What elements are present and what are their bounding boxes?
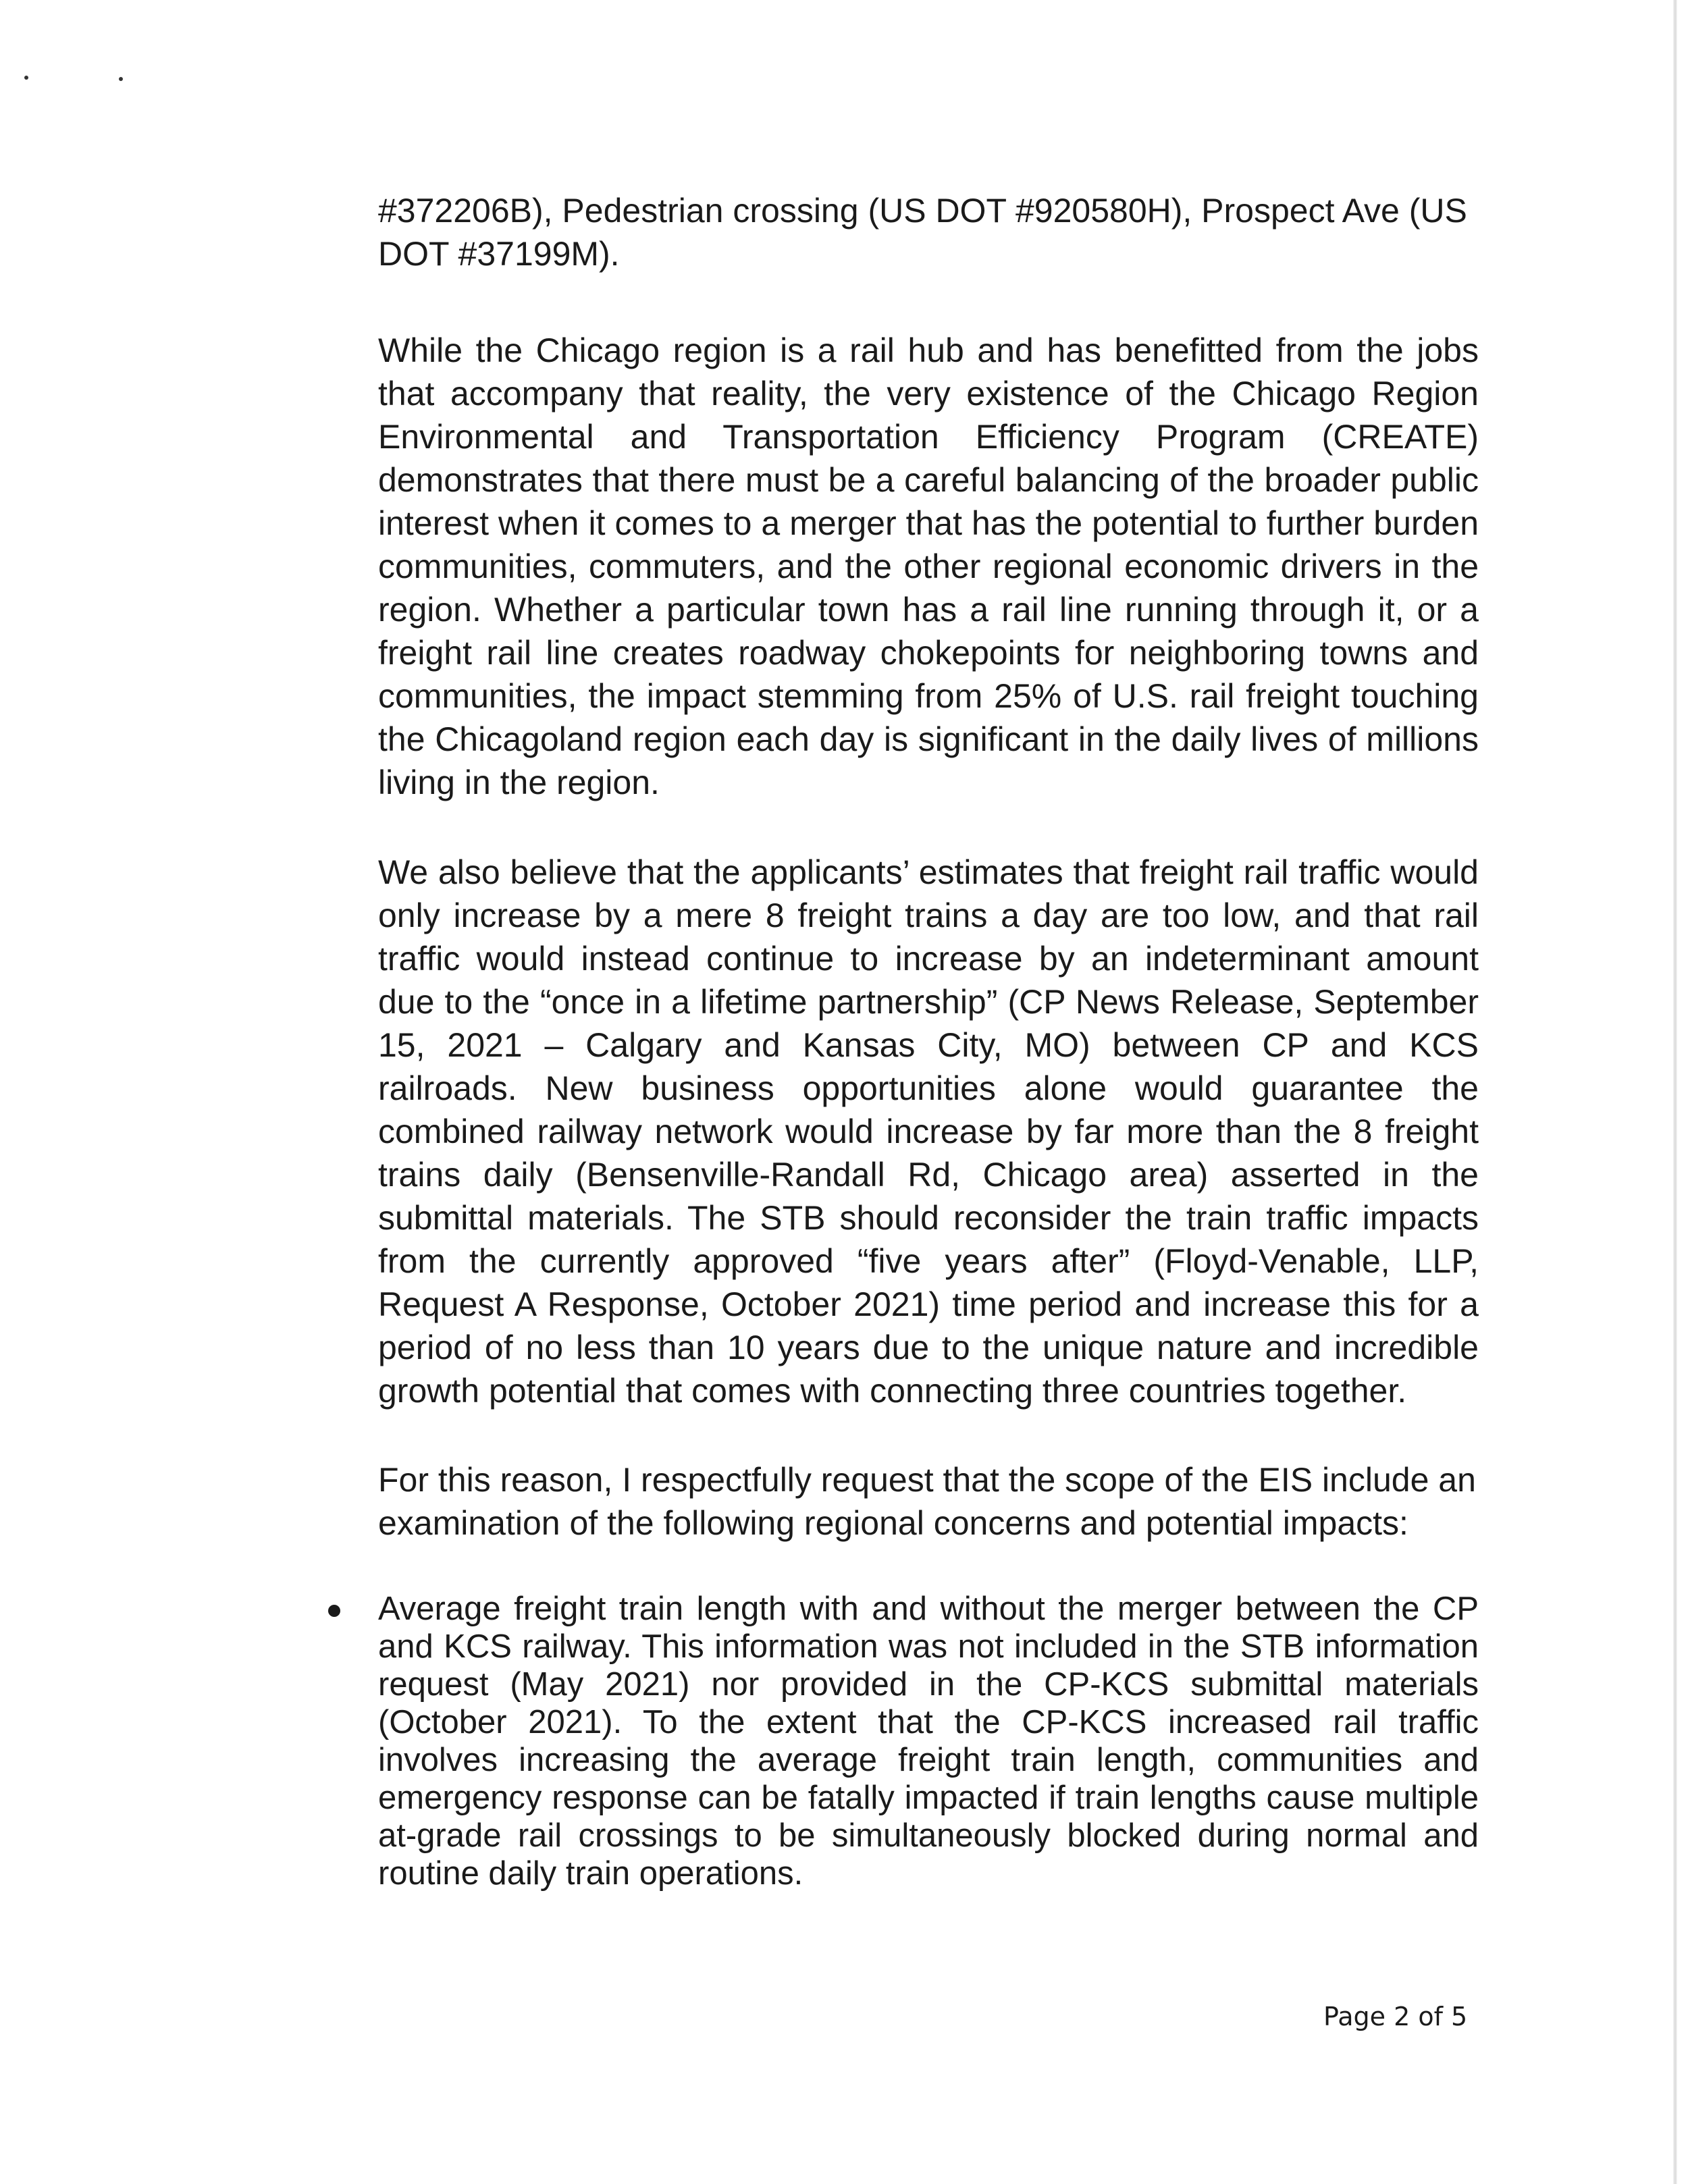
paragraph-continuation: #372206B), Pedestrian crossing (US DOT #920580H), Prospect Ave (US DOT #37199M). bbox=[378, 192, 1467, 273]
page-number: Page 2 of 5 bbox=[1323, 2002, 1468, 2031]
list-item bbox=[317, 1590, 1479, 1892]
list-item-text: Average freight train length with and without the merger between the CP and KCS railway. This information was not included in the STB information request (May 2021) nor provided in the CP-KCS submittal materials (October 2021). To the extent that the CP-KCS increased rail traffic involves increasing the average freight train length, communities and emergency response can be fatally impacted if train lengths cause multiple at-grade rail crossings to be simultaneously blocked during normal and routine daily train operations. bbox=[378, 1591, 1479, 1892]
bullet-icon bbox=[328, 1605, 340, 1617]
scan-edge bbox=[1673, 0, 1677, 2184]
paragraph-applicant-estimates: We also believe that the applicants’ estimates that freight rail traffic would only increase by a mere 8 freight trains a day are too low, and that rail traffic would instead continue to increase by an indeterminant amount due to the “once in a lifetime partnership” (CP News Release, September 15, 2021 – Calgary and Kansas City, MO) between CP and KCS railroads. New business opportunities alone would guarantee the combined railway network would increase by far more than the 8 freight trains daily (Bensenville-Randall Rd, Chicago area) asserted in the submittal materials. The STB should reconsider the train traffic impacts from the currently approved “five years after” (Floyd-Venable, LLP, Request A Response, October 2021) time period and increase this for a period of no less than 10 years due to the unique nature and incredible growth potential that comes with connecting three countries together. bbox=[378, 853, 1479, 1410]
scan-speck bbox=[24, 76, 28, 80]
paragraph-request: For this reason, I respectfully request that the scope of the EIS include an examination of the following regional concerns and potential impacts: bbox=[378, 1461, 1476, 1542]
scan-speck bbox=[119, 77, 123, 81]
concerns-list bbox=[317, 1590, 1479, 1892]
paragraph-chicago-region: While the Chicago region is a rail hub and has benefitted from the jobs that accompany that reality, the very existence of the Chicago Region Environmental and Transportation Efficiency Program (CREATE) demonstrates that there must be a careful balancing of the broader public interest when it comes to a merger that has the potential to further burden communities, commuters, and the other regional economic drivers in the region. Whether a particular town has a rail line running through it, or a freight rail line creates roadway chokepoints for neighboring towns and communities, the impact stemming from 25% of U.S. rail freight touching the Chicagoland region each day is significant in the daily lives of millions living in the region. bbox=[378, 331, 1479, 801]
